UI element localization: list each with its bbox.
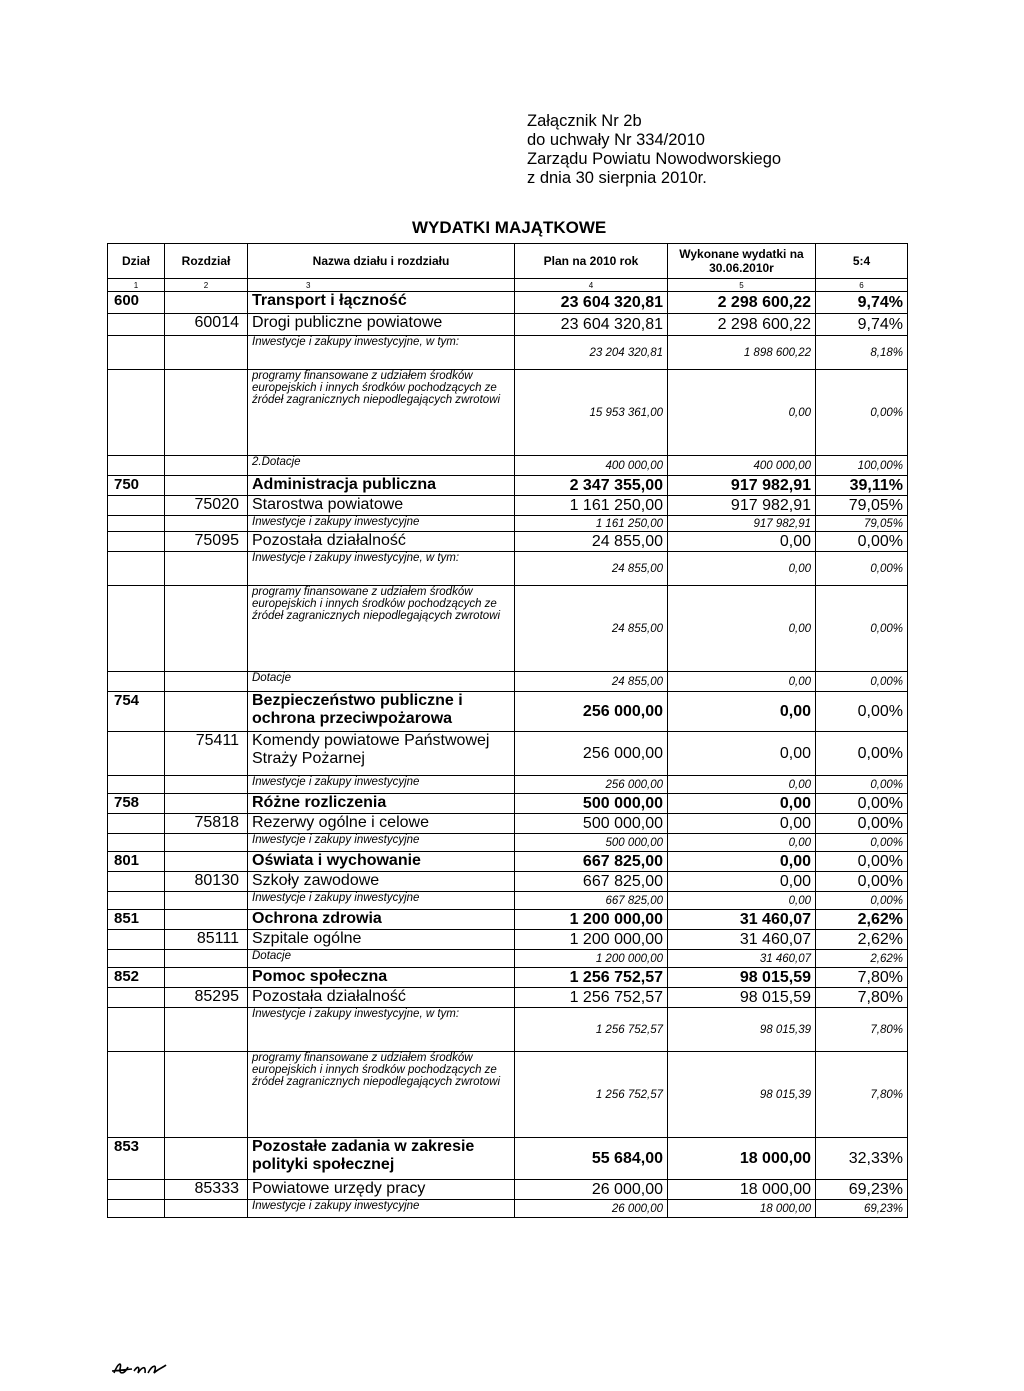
dzial-cell <box>108 1180 165 1200</box>
dzial-cell: 801 <box>108 852 165 872</box>
dzial-cell: 852 <box>108 968 165 988</box>
dzial-cell <box>108 532 165 552</box>
dzial-cell <box>108 950 165 968</box>
dzial-cell <box>108 1200 165 1218</box>
ratio-cell: 0,00% <box>816 586 908 672</box>
ratio-cell: 0,00% <box>816 872 908 892</box>
dzial-cell <box>108 1052 165 1138</box>
table-row <box>108 1200 908 1218</box>
attachment-number: Załącznik Nr 2b <box>527 112 642 130</box>
dzial-cell <box>108 336 165 370</box>
dzial-cell: 851 <box>108 910 165 930</box>
dzial-cell <box>108 732 165 776</box>
table-row <box>108 968 908 988</box>
dzial-cell: 853 <box>108 1138 165 1180</box>
executed-cell: 31 460,07 <box>668 950 816 968</box>
ratio-cell: 7,80% <box>816 1052 908 1138</box>
rozdzial-cell <box>165 476 248 496</box>
rozdzial-cell <box>165 516 248 532</box>
executed-cell: 0,00 <box>668 872 816 892</box>
rozdzial-cell: 60014 <box>165 314 248 336</box>
table-row <box>108 456 908 476</box>
rozdzial-cell <box>165 950 248 968</box>
executed-cell: 400 000,00 <box>668 456 816 476</box>
table-row <box>108 910 908 930</box>
rozdzial-cell: 75411 <box>165 732 248 776</box>
ratio-cell: 100,00% <box>816 456 908 476</box>
name-cell: Inwestycje i zakupy inwestycyjne <box>248 834 515 852</box>
table-row <box>108 552 908 586</box>
table-row <box>108 794 908 814</box>
plan-cell: 1 256 752,57 <box>515 1052 668 1138</box>
table-row <box>108 988 908 1008</box>
signature-initials <box>110 1355 170 1381</box>
name-cell: Drogi publiczne powiatowe <box>248 314 515 336</box>
table-row <box>108 1052 908 1138</box>
rozdzial-cell <box>165 776 248 794</box>
rozdzial-cell <box>165 1200 248 1218</box>
ratio-cell: 0,00% <box>816 852 908 872</box>
ratio-cell: 0,00% <box>816 732 908 776</box>
name-cell: Pozostała działalność <box>248 532 515 552</box>
executed-cell: 2 298 600,22 <box>668 292 816 314</box>
executed-cell: 0,00 <box>668 532 816 552</box>
executed-cell: 98 015,39 <box>668 1008 816 1052</box>
name-cell: Administracja publiczna <box>248 476 515 496</box>
name-cell: programy finansowane z udziałem środków europejskich i innych środków pochodzących ze źródeł zagranicznych niepodlegających zwrotowi <box>248 586 515 672</box>
executed-cell: 0,00 <box>668 814 816 834</box>
ratio-cell: 0,00% <box>816 370 908 456</box>
table-row <box>108 516 908 532</box>
rozdzial-cell: 75020 <box>165 496 248 516</box>
name-cell: Komendy powiatowe Państwowej Straży Pożarnej <box>248 732 515 776</box>
plan-cell: 1 256 752,57 <box>515 1008 668 1052</box>
column-number: 1 <box>108 279 165 292</box>
rozdzial-cell <box>165 552 248 586</box>
executed-cell: 0,00 <box>668 370 816 456</box>
plan-cell: 1 200 000,00 <box>515 950 668 968</box>
dzial-cell <box>108 872 165 892</box>
table-row <box>108 776 908 794</box>
executed-cell: 2 298 600,22 <box>668 314 816 336</box>
executed-cell: 18 000,00 <box>668 1180 816 1200</box>
ratio-cell: 79,05% <box>816 516 908 532</box>
table-body <box>108 292 908 1218</box>
expenditure-table <box>107 243 908 1218</box>
executed-cell: 917 982,91 <box>668 476 816 496</box>
name-cell: Szkoły zawodowe <box>248 872 515 892</box>
page-title: WYDATKI MAJĄTKOWE <box>412 218 607 237</box>
name-cell: Szpitale ogólne <box>248 930 515 950</box>
dzial-cell <box>108 586 165 672</box>
executed-cell: 917 982,91 <box>668 496 816 516</box>
table-row <box>108 732 908 776</box>
column-number: 2 <box>165 279 248 292</box>
rozdzial-cell <box>165 1138 248 1180</box>
plan-cell: 256 000,00 <box>515 692 668 732</box>
ratio-cell: 9,74% <box>816 314 908 336</box>
table-row <box>108 314 908 336</box>
table-row <box>108 852 908 872</box>
ratio-cell: 0,00% <box>816 776 908 794</box>
dzial-cell <box>108 516 165 532</box>
column-number: 5 <box>668 279 816 292</box>
table-row <box>108 1180 908 1200</box>
executed-cell: 0,00 <box>668 586 816 672</box>
resolution-number: do uchwały Nr 334/2010 <box>527 131 705 149</box>
name-cell: programy finansowane z udziałem środków europejskich i innych środków pochodzących ze źródeł zagranicznych niepodlegających zwrotowi <box>248 370 515 456</box>
plan-cell: 23 604 320,81 <box>515 292 668 314</box>
executed-cell: 0,00 <box>668 672 816 692</box>
dzial-cell <box>108 456 165 476</box>
table-row <box>108 950 908 968</box>
name-cell: Różne rozliczenia <box>248 794 515 814</box>
ratio-cell: 8,18% <box>816 336 908 370</box>
plan-cell: 24 855,00 <box>515 532 668 552</box>
dzial-cell <box>108 672 165 692</box>
dzial-cell <box>108 814 165 834</box>
table-row <box>108 814 908 834</box>
plan-cell: 24 855,00 <box>515 672 668 692</box>
rozdzial-cell <box>165 1008 248 1052</box>
column-number: 3 <box>248 279 515 292</box>
executed-cell: 98 015,59 <box>668 968 816 988</box>
executed-cell: 0,00 <box>668 834 816 852</box>
executed-cell: 18 000,00 <box>668 1200 816 1218</box>
name-cell: Powiatowe urzędy pracy <box>248 1180 515 1200</box>
ratio-cell: 39,11% <box>816 476 908 496</box>
rozdzial-cell <box>165 586 248 672</box>
ratio-cell: 0,00% <box>816 892 908 910</box>
table-row <box>108 872 908 892</box>
rozdzial-cell <box>165 834 248 852</box>
name-cell: Pomoc społeczna <box>248 968 515 988</box>
dzial-cell <box>108 776 165 794</box>
dzial-cell <box>108 496 165 516</box>
table-row <box>108 672 908 692</box>
plan-cell: 55 684,00 <box>515 1138 668 1180</box>
column-header-rozdzial: Rozdział <box>165 244 248 279</box>
plan-cell: 1 161 250,00 <box>515 496 668 516</box>
column-number: 6 <box>816 279 908 292</box>
table-row <box>108 586 908 672</box>
name-cell: Pozostała działalność <box>248 988 515 1008</box>
plan-cell: 500 000,00 <box>515 834 668 852</box>
table-row <box>108 930 908 950</box>
plan-cell: 1 161 250,00 <box>515 516 668 532</box>
plan-cell: 1 256 752,57 <box>515 988 668 1008</box>
name-cell: Pozostałe zadania w zakresie polityki społecznej <box>248 1138 515 1180</box>
dzial-cell <box>108 892 165 910</box>
dzial-cell: 750 <box>108 476 165 496</box>
rozdzial-cell <box>165 892 248 910</box>
name-cell: Inwestycje i zakupy inwestycyjne <box>248 1200 515 1218</box>
plan-cell: 2 347 355,00 <box>515 476 668 496</box>
ratio-cell: 7,80% <box>816 988 908 1008</box>
executed-cell: 31 460,07 <box>668 930 816 950</box>
dzial-cell: 754 <box>108 692 165 732</box>
executed-cell: 0,00 <box>668 852 816 872</box>
dzial-cell <box>108 930 165 950</box>
dzial-cell <box>108 370 165 456</box>
table-row <box>108 892 908 910</box>
rozdzial-cell: 80130 <box>165 872 248 892</box>
rozdzial-cell <box>165 672 248 692</box>
name-cell: Starostwa powiatowe <box>248 496 515 516</box>
name-cell: Rezerwy ogólne i celowe <box>248 814 515 834</box>
table-row <box>108 370 908 456</box>
plan-cell: 26 000,00 <box>515 1180 668 1200</box>
table-row <box>108 336 908 370</box>
column-header-plan: Plan na 2010 rok <box>515 244 668 279</box>
ratio-cell: 7,80% <box>816 968 908 988</box>
dzial-cell <box>108 552 165 586</box>
executed-cell: 98 015,39 <box>668 1052 816 1138</box>
rozdzial-cell <box>165 968 248 988</box>
rozdzial-cell: 85333 <box>165 1180 248 1200</box>
executed-cell: 18 000,00 <box>668 1138 816 1180</box>
name-cell: Inwestycje i zakupy inwestycyjne, w tym: <box>248 336 515 370</box>
plan-cell: 667 825,00 <box>515 892 668 910</box>
ratio-cell: 79,05% <box>816 496 908 516</box>
plan-cell: 256 000,00 <box>515 776 668 794</box>
dzial-cell: 600 <box>108 292 165 314</box>
column-header-wykonane: Wykonane wydatki na 30.06.2010r <box>668 244 816 279</box>
name-cell: Ochrona zdrowia <box>248 910 515 930</box>
name-cell: Bezpieczeństwo publiczne i ochrona przeciwpożarowa <box>248 692 515 732</box>
rozdzial-cell <box>165 852 248 872</box>
column-header-dzial: Dział <box>108 244 165 279</box>
ratio-cell: 0,00% <box>816 552 908 586</box>
plan-cell: 667 825,00 <box>515 872 668 892</box>
ratio-cell: 7,80% <box>816 1008 908 1052</box>
plan-cell: 23 604 320,81 <box>515 314 668 336</box>
plan-cell: 24 855,00 <box>515 586 668 672</box>
ratio-cell: 0,00% <box>816 532 908 552</box>
rozdzial-cell: 85111 <box>165 930 248 950</box>
plan-cell: 26 000,00 <box>515 1200 668 1218</box>
executed-cell: 0,00 <box>668 794 816 814</box>
ratio-cell: 0,00% <box>816 692 908 732</box>
rozdzial-cell <box>165 794 248 814</box>
dzial-cell <box>108 1008 165 1052</box>
plan-cell: 15 953 361,00 <box>515 370 668 456</box>
executed-cell: 0,00 <box>668 692 816 732</box>
name-cell: Dotacje <box>248 672 515 692</box>
name-cell: Inwestycje i zakupy inwestycyjne <box>248 776 515 794</box>
ratio-cell: 0,00% <box>816 672 908 692</box>
dzial-cell: 758 <box>108 794 165 814</box>
table-header-row <box>108 244 908 279</box>
name-cell: Inwestycje i zakupy inwestycyjne <box>248 892 515 910</box>
ratio-cell: 9,74% <box>816 292 908 314</box>
dzial-cell <box>108 834 165 852</box>
plan-cell: 24 855,00 <box>515 552 668 586</box>
executed-cell: 1 898 600,22 <box>668 336 816 370</box>
rozdzial-cell <box>165 1052 248 1138</box>
table-row <box>108 532 908 552</box>
table-row <box>108 496 908 516</box>
ratio-cell: 2,62% <box>816 930 908 950</box>
table-row <box>108 476 908 496</box>
name-cell: Dotacje <box>248 950 515 968</box>
ratio-cell: 0,00% <box>816 834 908 852</box>
rozdzial-cell <box>165 336 248 370</box>
column-number-row <box>108 279 908 292</box>
ratio-cell: 0,00% <box>816 814 908 834</box>
rozdzial-cell: 85295 <box>165 988 248 1008</box>
name-cell: Inwestycje i zakupy inwestycyjne, w tym: <box>248 1008 515 1052</box>
table-row <box>108 1138 908 1180</box>
column-header-ratio: 5:4 <box>816 244 908 279</box>
column-number: 4 <box>515 279 668 292</box>
table-row <box>108 1008 908 1052</box>
rozdzial-cell <box>165 292 248 314</box>
rozdzial-cell <box>165 456 248 476</box>
rozdzial-cell <box>165 370 248 456</box>
board-name: Zarządu Powiatu Nowodworskiego <box>527 150 782 168</box>
plan-cell: 667 825,00 <box>515 852 668 872</box>
name-cell: Transport i łączność <box>248 292 515 314</box>
rozdzial-cell: 75095 <box>165 532 248 552</box>
column-header-nazwa: Nazwa działu i rozdziału <box>248 244 515 279</box>
executed-cell: 0,00 <box>668 776 816 794</box>
table-row <box>108 692 908 732</box>
table-row <box>108 292 908 314</box>
name-cell: Inwestycje i zakupy inwestycyjne, w tym: <box>248 552 515 586</box>
executed-cell: 98 015,59 <box>668 988 816 1008</box>
executed-cell: 0,00 <box>668 552 816 586</box>
name-cell: programy finansowane z udziałem środków europejskich i innych środków pochodzących ze źródeł zagranicznych niepodlegających zwrotowi <box>248 1052 515 1138</box>
plan-cell: 500 000,00 <box>515 794 668 814</box>
plan-cell: 1 200 000,00 <box>515 930 668 950</box>
resolution-date: z dnia 30 sierpnia 2010r. <box>527 169 707 187</box>
executed-cell: 917 982,91 <box>668 516 816 532</box>
name-cell: Inwestycje i zakupy inwestycyjne <box>248 516 515 532</box>
rozdzial-cell: 75818 <box>165 814 248 834</box>
rozdzial-cell <box>165 910 248 930</box>
ratio-cell: 69,23% <box>816 1200 908 1218</box>
ratio-cell: 2,62% <box>816 950 908 968</box>
executed-cell: 0,00 <box>668 892 816 910</box>
attachment-header <box>527 112 781 188</box>
plan-cell: 256 000,00 <box>515 732 668 776</box>
plan-cell: 500 000,00 <box>515 814 668 834</box>
ratio-cell: 2,62% <box>816 910 908 930</box>
dzial-cell <box>108 314 165 336</box>
ratio-cell: 69,23% <box>816 1180 908 1200</box>
executed-cell: 0,00 <box>668 732 816 776</box>
ratio-cell: 32,33% <box>816 1138 908 1180</box>
rozdzial-cell <box>165 692 248 732</box>
table-row <box>108 834 908 852</box>
plan-cell: 1 256 752,57 <box>515 968 668 988</box>
dzial-cell <box>108 988 165 1008</box>
plan-cell: 1 200 000,00 <box>515 910 668 930</box>
name-cell: Oświata i wychowanie <box>248 852 515 872</box>
executed-cell: 31 460,07 <box>668 910 816 930</box>
ratio-cell: 0,00% <box>816 794 908 814</box>
plan-cell: 23 204 320,81 <box>515 336 668 370</box>
name-cell: 2.Dotacje <box>248 456 515 476</box>
plan-cell: 400 000,00 <box>515 456 668 476</box>
